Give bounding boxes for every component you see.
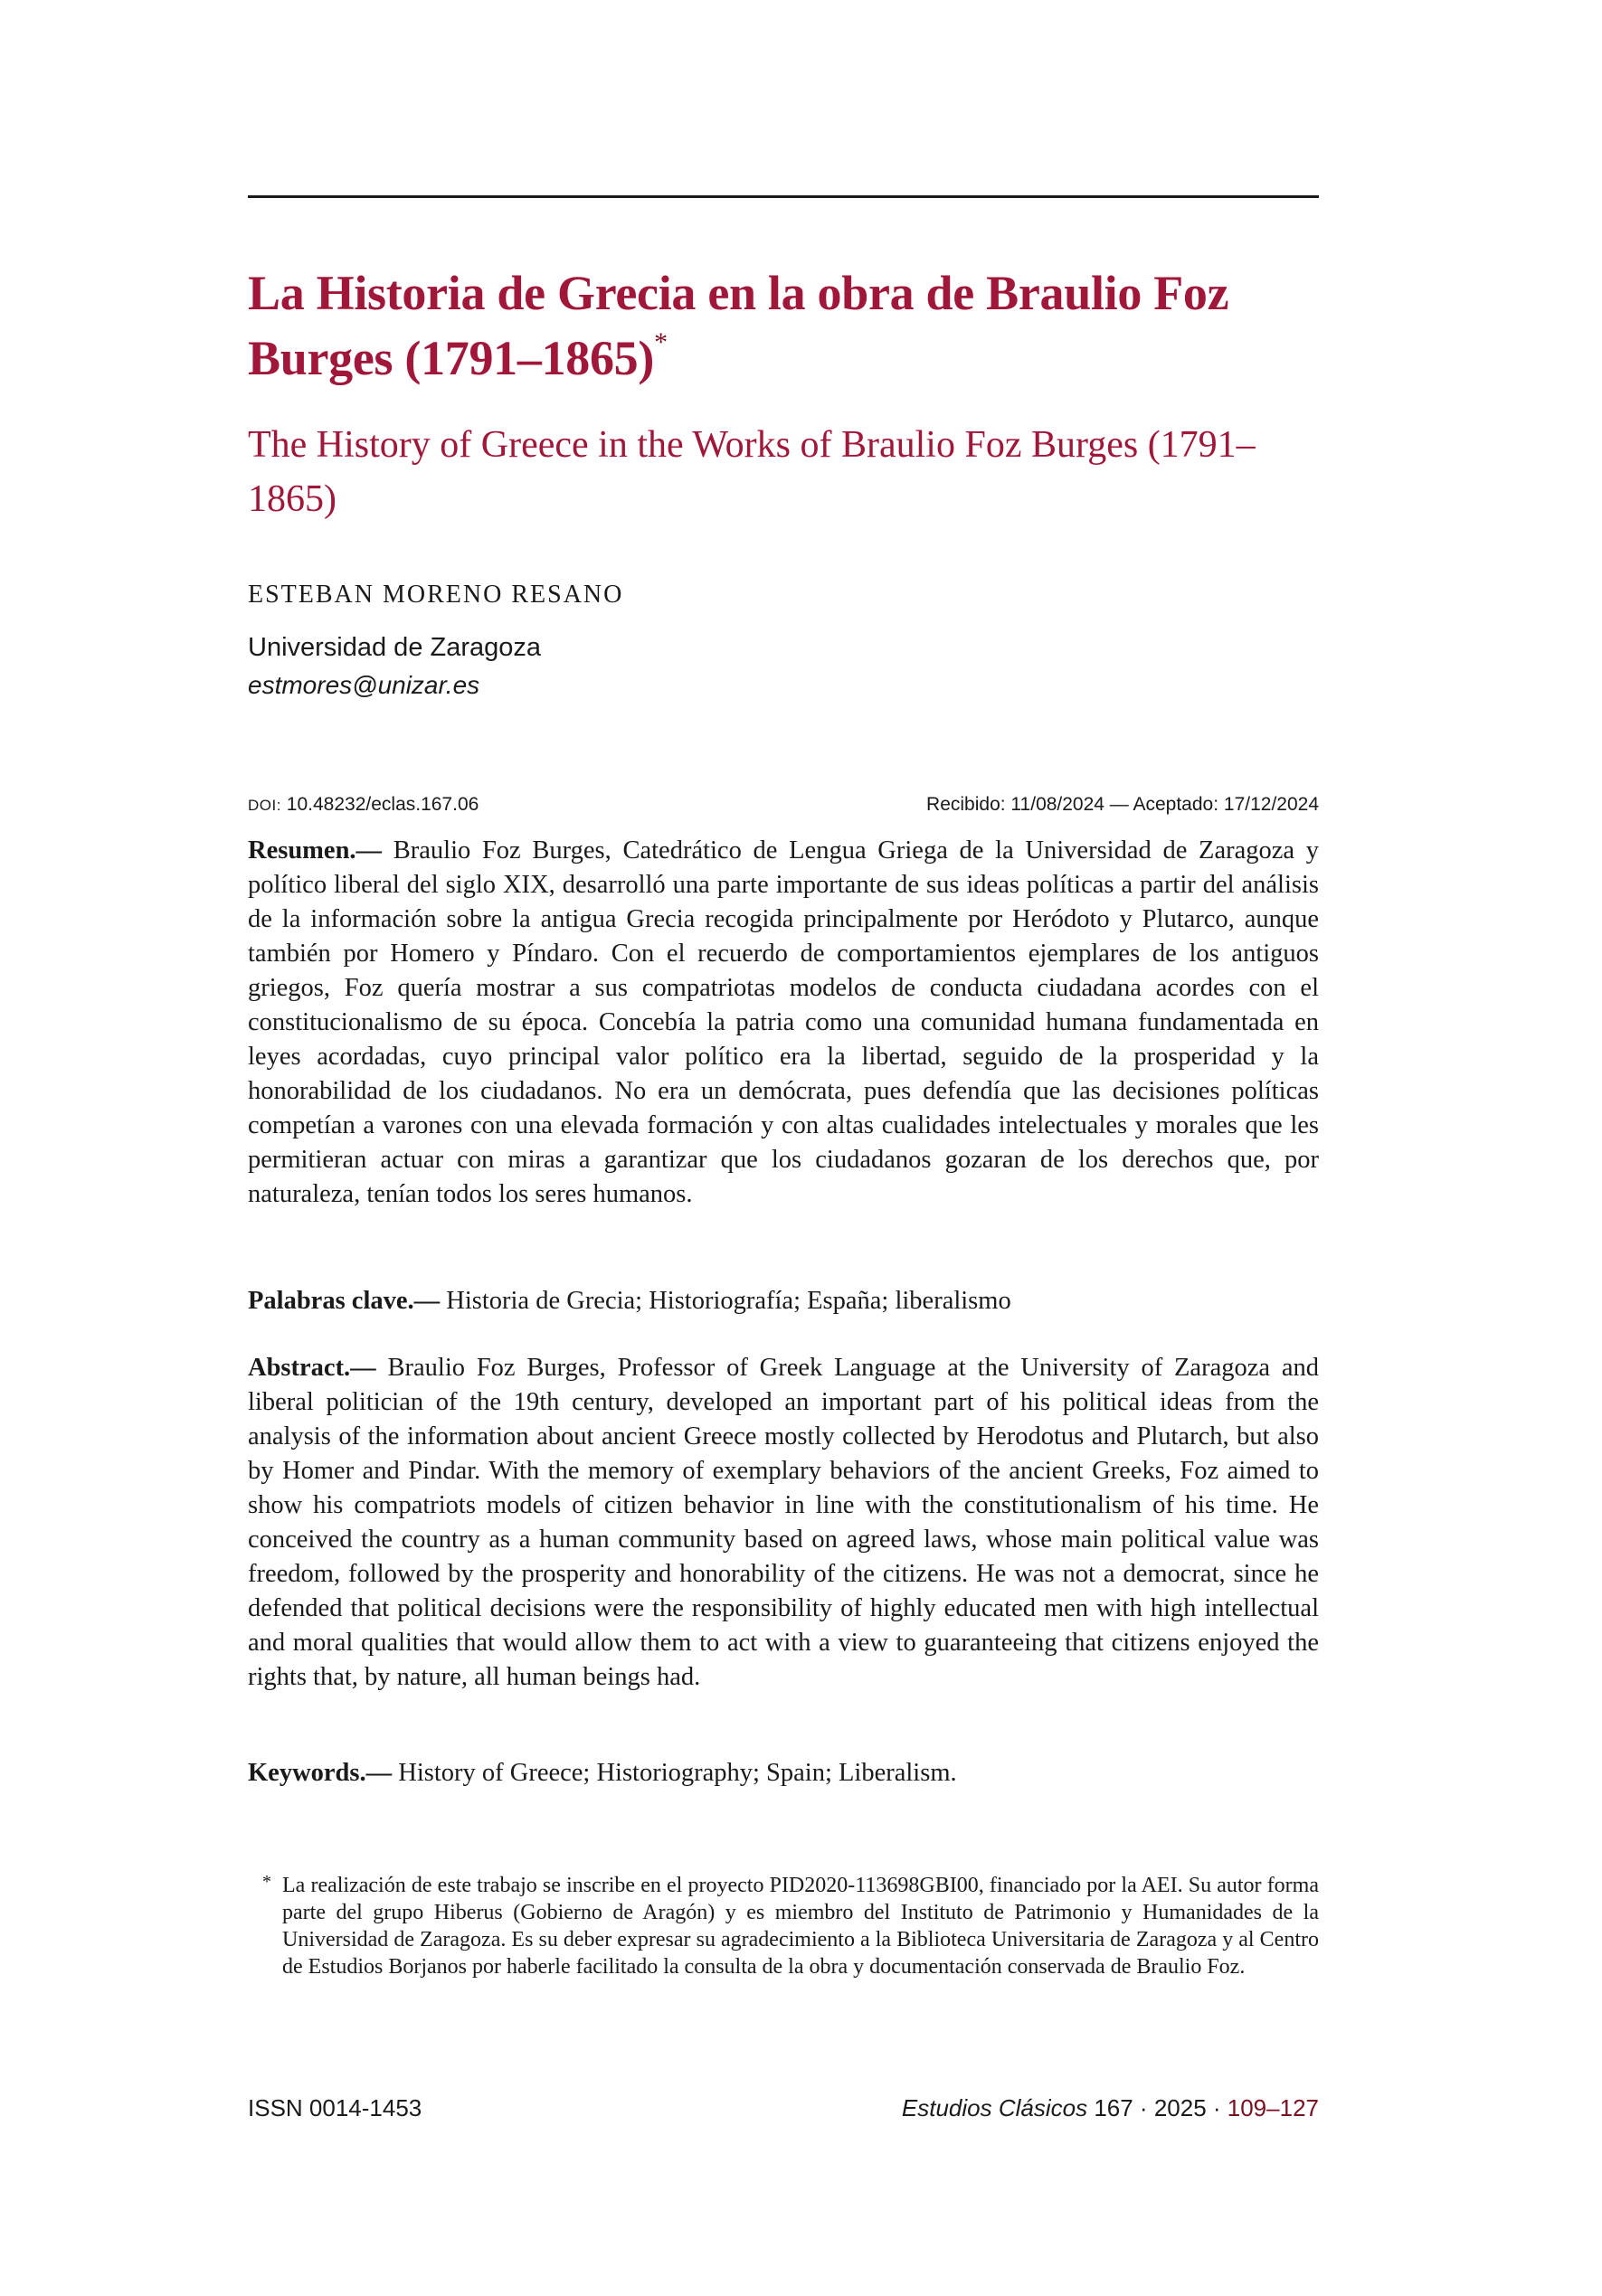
- keywords-paragraph: [248, 1756, 1319, 1791]
- author-email-link[interactable]: estmores@unizar.es: [248, 671, 480, 699]
- top-rule-divider: [248, 195, 1319, 198]
- doi[interactable]: [248, 794, 479, 816]
- abstract-text: Braulio Foz Burges, Professor of Greek Language at the University of Zaragoza and liberal politician of the 19th century, developed an important part of his political ideas from the analysis of the information about ancient Greece mostly collected by Herodotus and Plutarch, but also by Homer and Pindar. With the memory of exemplary behaviors of the ancient Greeks, Foz aimed to show his compatriots models of citizen behavior in line with the constitutionalism of his time. He conceived the country as a human community based on agreed laws, whose main political value was freedom, followed by the prosperity and honorability of the citizens. He was not a democrat, since he defended that political decisions were the responsibility of highly educated men with high intellectual and moral qualities that would allow them to act with a view to guaranteeing that citizens enjoyed the rights that, by nature, all human beings had.: [248, 1354, 1319, 1691]
- resumen-paragraph: [248, 834, 1319, 1212]
- resumen-label: Resumen.—: [248, 836, 383, 865]
- issn: ISSN 0014-1453: [248, 2094, 422, 2121]
- keywords-label: Keywords.—: [248, 1759, 393, 1787]
- page-range: 109–127: [1227, 2094, 1319, 2121]
- footnote-mark: *: [262, 1872, 271, 1892]
- resumen-text: Braulio Foz Burges, Catedrático de Lengua Griega de la Universidad de Zaragoza y político liberal del siglo XIX, desarrolló una parte importante de sus ideas políticas a partir del análisis de la información sobre la antigua Grecia recogida principalmente por Heródoto y Plutarco, aunque también por Homero y Píndaro. Con el recuerdo de comportamientos ejemplares de los antiguos griegos, Foz quería mostrar a sus compatriotas modelos de conducta ciudadana acordes con el constitucionalismo de su época. Concebía la patria como una comunidad humana fundamentada en leyes acordadas, cuyo principal valor político era la libertad, seguido de la prosperidad y la honorabilidad de los ciudadanos. No era un demócrata, pues defendía que las decisiones políticas competían a varones con una elevada formación y con altas cualidades intelectuales y morales que les permitieran actuar con miras a garantizar que los ciudadanos gozaran de los derechos que, por naturaleza, tenían todos los seres humanos.: [248, 836, 1319, 1208]
- keywords-text: History of Greece; Historiography; Spain; Liberalism.: [398, 1759, 957, 1787]
- author-affiliation: Universidad de Zaragoza: [248, 633, 542, 662]
- received-accepted-dates: Recibido: 11/08/2024 — Aceptado: 17/12/2024: [926, 794, 1319, 815]
- article-meta-row: [248, 794, 1319, 816]
- palabras-clave-paragraph: [248, 1284, 1319, 1318]
- author-name: ESTEBAN MORENO RESANO: [248, 581, 624, 609]
- footnote-text: La realización de este trabajo se inscribe en el proyecto PID2020-113698GBI00, financiado por la AEI. Su autor forma parte del grupo Hiberus (Gobierno de Aragón) y es miembro del Instituto de Patrimonio y Humanidades de la Universidad de Zaragoza. Es su deber expresar su agradecimiento a la Biblioteca Universitaria de Zaragoza y al Centro de Estudios Borjanos por haberle facilitado la consulta de la obra y documentación conservada de Braulio Foz.: [282, 1874, 1319, 1979]
- abstract-paragraph: [248, 1351, 1319, 1695]
- page-footer: [248, 2094, 1319, 2122]
- doi-label: DOI:: [248, 797, 281, 814]
- article-title: [248, 260, 1319, 391]
- title-text: La Historia de Grecia en la obra de Braulio Foz Burges (1791–1865): [248, 266, 1229, 385]
- journal-citation: [902, 2094, 1319, 2122]
- issue-year: 167 · 2025 ·: [1087, 2094, 1228, 2121]
- article-subtitle-english: The History of Greece in the Works of Braulio Foz Burges (1791–1865): [248, 424, 1256, 520]
- journal-name: Estudios Clásicos: [901, 2094, 1088, 2121]
- palabras-clave-text: Historia de Grecia; Historiografía; España; liberalismo: [446, 1287, 1011, 1315]
- title-footnote-mark[interactable]: *: [654, 327, 668, 357]
- palabras-clave-label: Palabras clave.—: [248, 1287, 441, 1315]
- footnote: [262, 1872, 1319, 1980]
- abstract-label: Abstract.—: [248, 1354, 376, 1382]
- doi-value: 10.48232/eclas.167.06: [286, 794, 479, 815]
